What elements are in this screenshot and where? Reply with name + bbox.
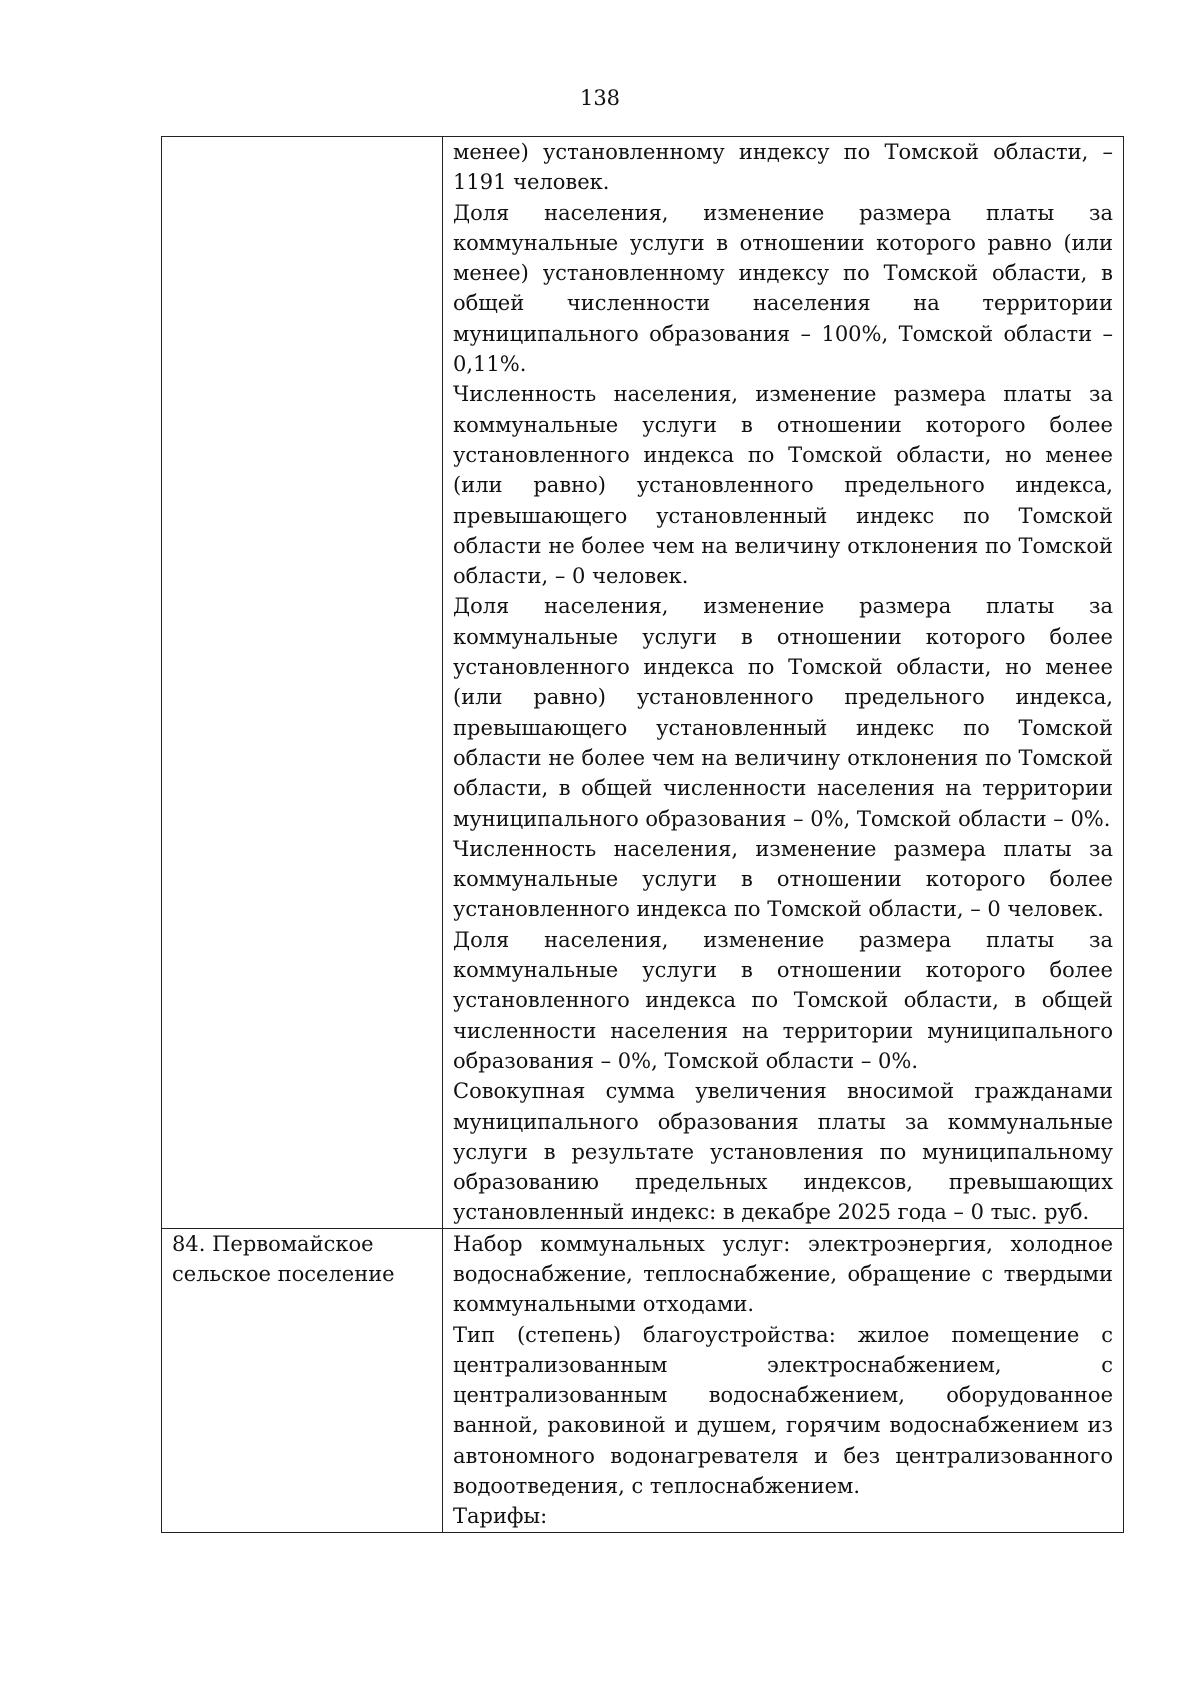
paragraph: менее) установленному индексу по Томской области, – 1191 человек. bbox=[453, 140, 1113, 195]
paragraph: Совокупная сумма увеличения вносимой гражданами муниципального образования платы за коммунальные услуги в результате установления по муниципальному образованию предельных индексов, превышающих установленный индекс: в декабре 2025 года – 0 тыс. руб. bbox=[453, 1079, 1113, 1225]
paragraph: Численность населения, изменение размера платы за коммунальные услуги в отношении которого более установленного индекса по Томской области, но менее (или равно) установленного предельного индекса, превышающего установленный индекс по Томской области не более чем на величину отклонения по Томской области, – 0 человек. bbox=[453, 382, 1113, 589]
indicators-cell bbox=[443, 1228, 1124, 1532]
paragraph: Набор коммунальных услуг: электроэнергия, холодное водоснабжение, теплоснабжение, обращение с твердыми коммунальными отходами. bbox=[453, 1231, 1113, 1317]
paragraph: Численность населения, изменение размера платы за коммунальные услуги в отношении которого более установленного индекса по Томской области, – 0 человек. bbox=[453, 836, 1113, 922]
municipality-name: 84. Первомайское сельское поселение bbox=[172, 1231, 395, 1286]
paragraph: Доля населения, изменение размера платы за коммунальные услуги в отношении которого более установленного индекса по Томской области, в общей численности населения на территории муниципального образования – 0%, Томской области – 0%. bbox=[453, 927, 1113, 1073]
municipality-cell bbox=[162, 1228, 443, 1532]
indicators-table bbox=[161, 136, 1124, 1533]
paragraph: Тарифы: bbox=[453, 1504, 548, 1529]
table-row bbox=[162, 137, 1124, 1229]
paragraph: Тип (степень) благоустройства: жилое помещение с централизованным электроснабжением, с централизованным водоснабжением, оборудованное ванной, раковиной и душем, горячим водоснабжением из автономного водонагревателя и без централизованного водоотведения, с теплоснабжением. bbox=[453, 1322, 1113, 1499]
paragraph: Доля населения, изменение размера платы за коммунальные услуги в отношении которого равно (или менее) установленному индексу по Томской области, в общей численности населения на территории муниципального образования – 100%, Томской области – 0,11%. bbox=[453, 200, 1113, 377]
indicators-cell bbox=[443, 137, 1124, 1229]
paragraph: Доля населения, изменение размера платы за коммунальные услуги в отношении которого более установленного индекса по Томской области, но менее (или равно) установленного предельного индекса, превышающего установленный индекс по Томской области не более чем на величину отклонения по Томской области, в общей численности населения на территории муниципального образования – 0%, Томской области – 0%. bbox=[453, 594, 1113, 831]
table-row bbox=[162, 1228, 1124, 1532]
municipality-cell bbox=[162, 137, 443, 1229]
page-number: 138 bbox=[579, 86, 621, 110]
